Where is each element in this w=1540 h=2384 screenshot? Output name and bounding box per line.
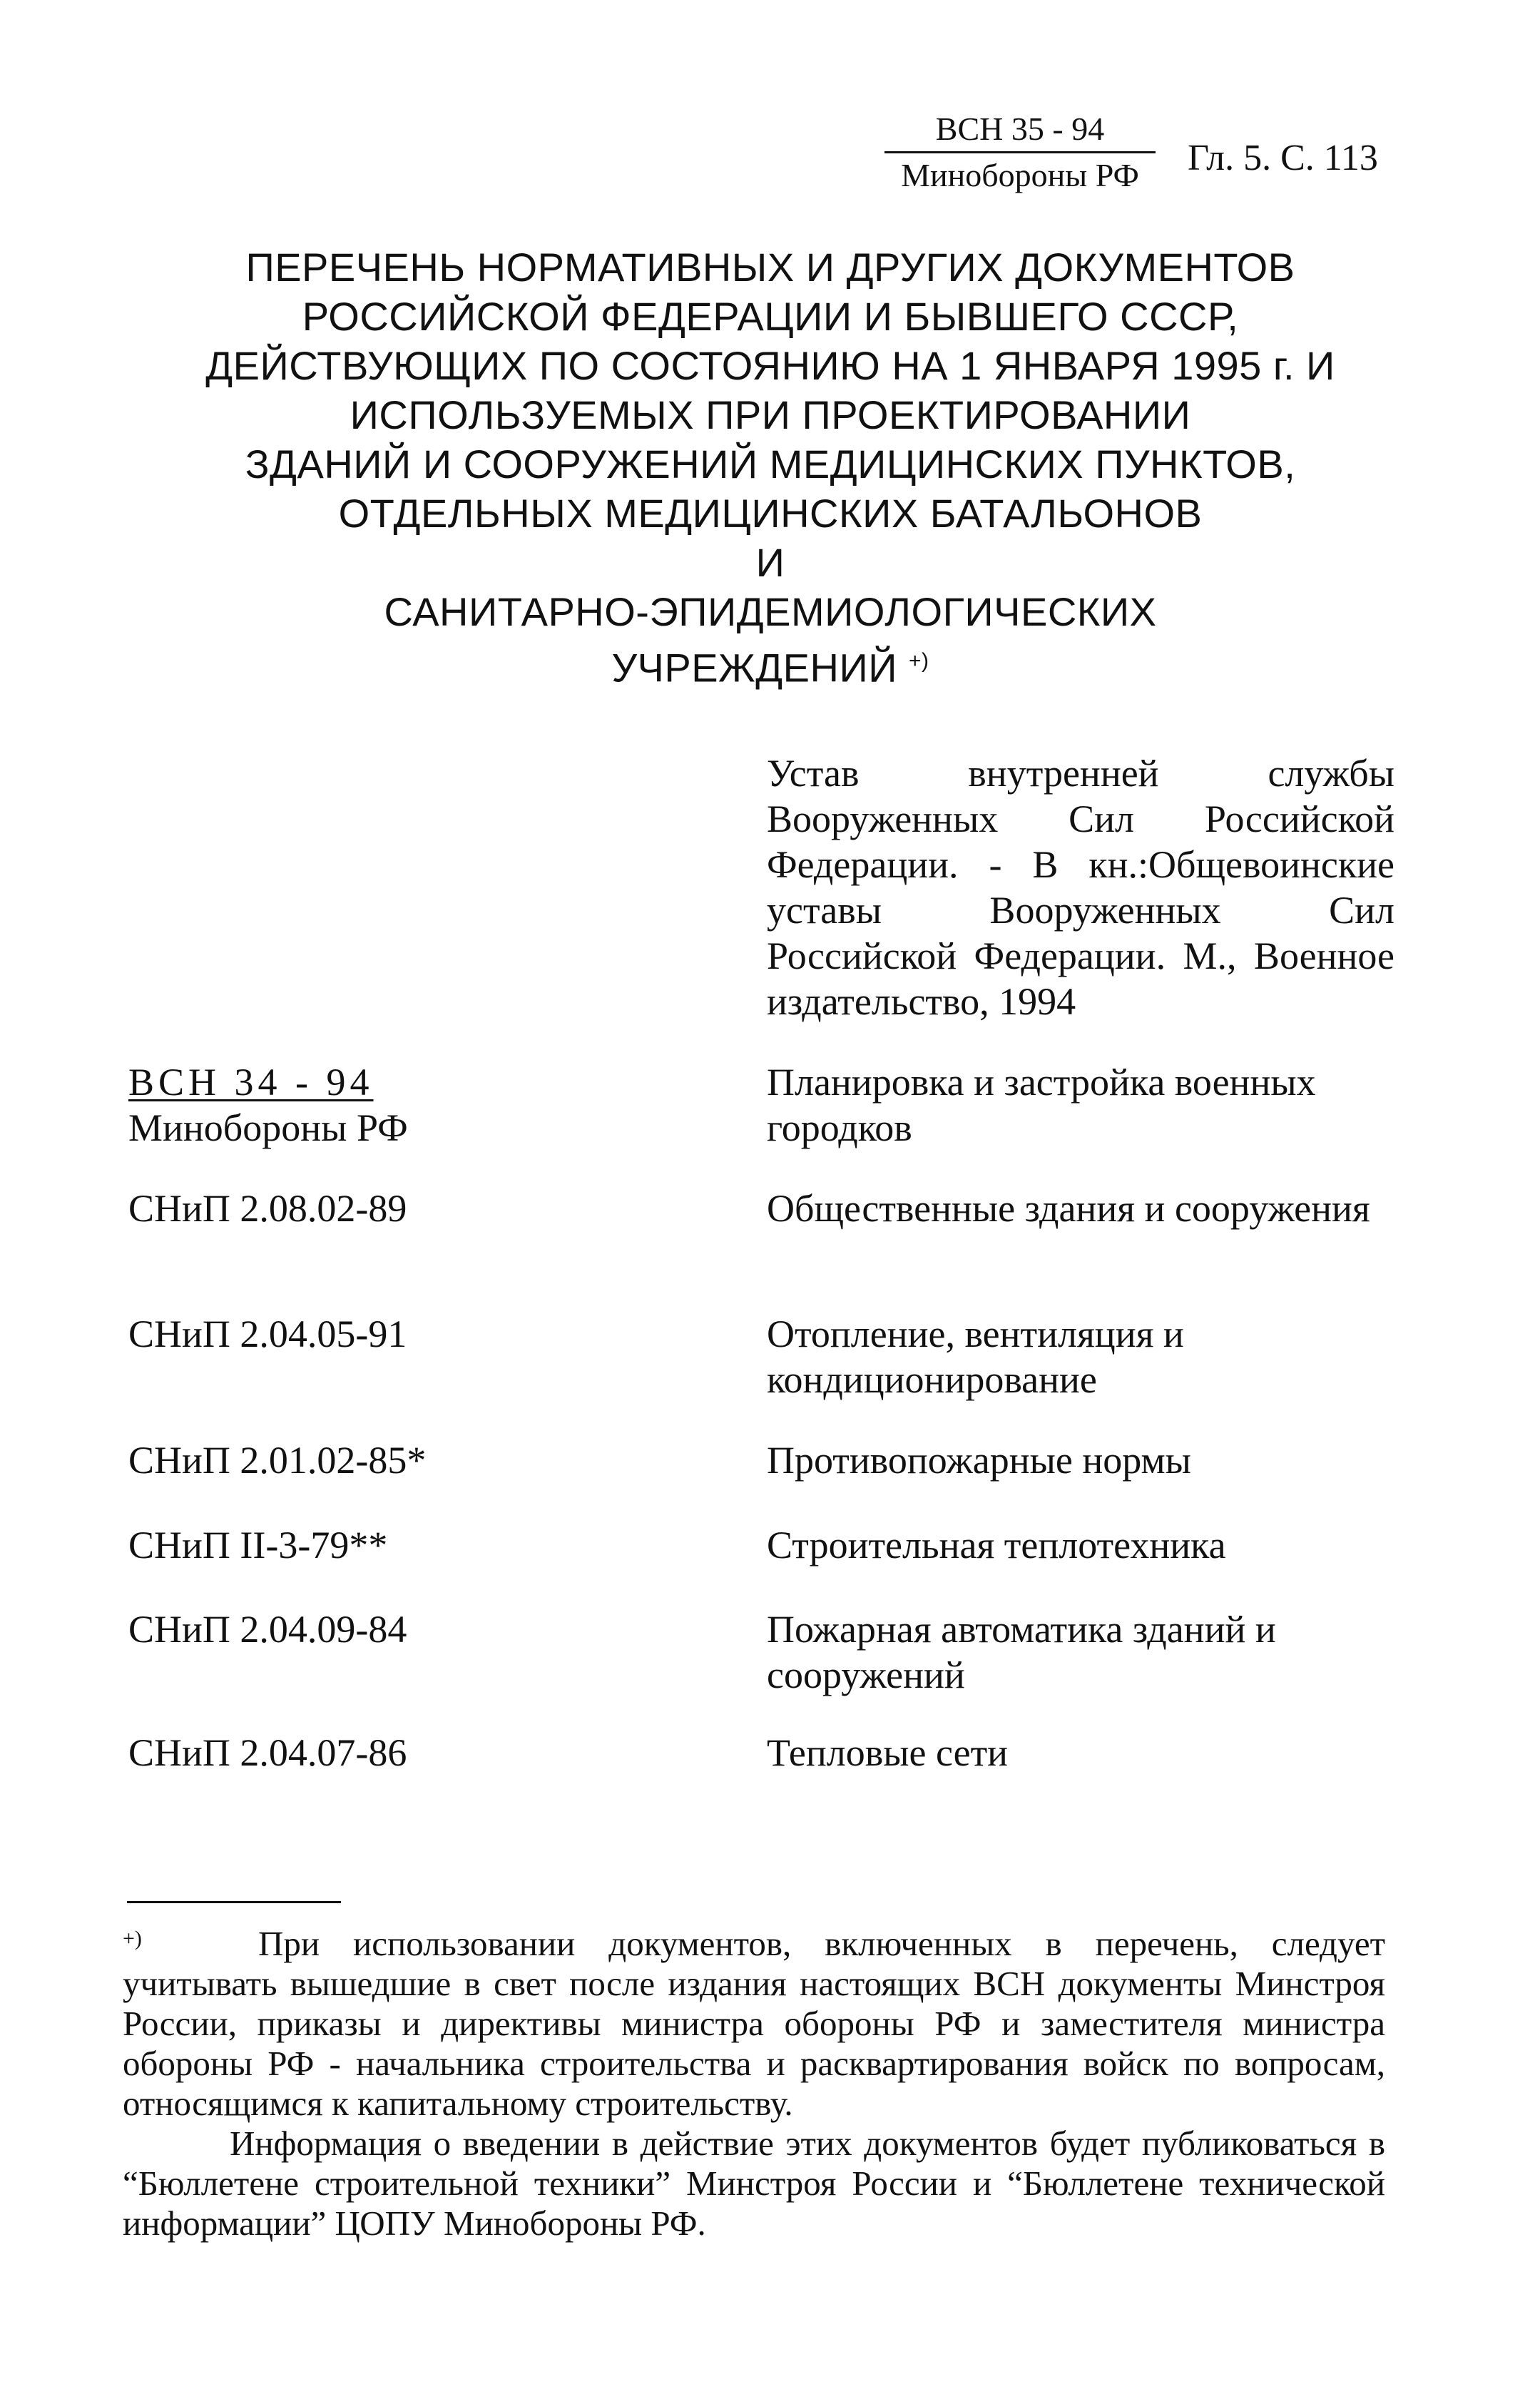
document-code: СНиП 2.04.05-91 xyxy=(128,1313,407,1355)
document-code-main: ВСН 34 - 94 xyxy=(128,1061,374,1104)
running-header xyxy=(884,113,1156,192)
document-code: СНиП 2.08.02-89 xyxy=(128,1187,407,1230)
document-code: СНиП 2.04.07-86 xyxy=(128,1731,407,1774)
footnote-paragraph xyxy=(123,1919,1385,2124)
page-title xyxy=(100,243,1441,693)
document-title: Строительная теплотехника xyxy=(767,1524,1226,1567)
header-org: Минобороны РФ xyxy=(901,157,1139,193)
header-doc-code: ВСН 35 - 94 xyxy=(884,113,1156,153)
title-line: ПЕРЕЧЕНЬ НОРМАТИВНЫХ И ДРУГИХ ДОКУМЕНТОВ xyxy=(245,245,1295,290)
document-title: Пожарная автоматика зданий и сооружений xyxy=(767,1608,1276,1696)
footnote-text-1: При использовании документов, включенных в перечень, следует учитывать вышедшие в свет после издания настоящих ВСН документы Минстроя России, приказы и директивы министра обороны РФ и заместителя министра обороны РФ - начальника строительства и расквартирования войск по вопросам, относящимся к капитальному строительству. xyxy=(123,1924,1385,2123)
title-line: ЗДАНИЙ И СООРУЖЕНИЙ МЕДИЦИНСКИХ ПУНКТОВ, xyxy=(245,442,1296,487)
document-title: Отопление, вентиляция и кондиционирование xyxy=(767,1313,1184,1401)
intro-entry: Устав внутренней службы Вооруженных Сил Российской Федерации. - В кн.:Общевоинские уставы Вооруженных Сил Российской Федерации. М., Военное издательство, 1994 xyxy=(767,752,1394,1023)
document-code: СНиП II-3-79** xyxy=(128,1524,388,1567)
title-line: РОССИЙСКОЙ ФЕДЕРАЦИИ И БЫВШЕГО СССР, xyxy=(302,294,1239,339)
header-page-ref: Гл. 5. С. 113 xyxy=(1188,138,1378,178)
title-line-last xyxy=(100,636,1441,693)
document-code xyxy=(128,1059,713,1151)
title-line: И xyxy=(755,540,785,585)
document-code: СНиП 2.01.02-85* xyxy=(128,1439,427,1482)
document-title: Тепловые сети xyxy=(767,1731,1009,1774)
document-title: Планировка и застройка военных городков xyxy=(767,1061,1316,1149)
footnote xyxy=(123,1919,1385,2243)
footnote-marker: +) xyxy=(123,1927,142,1950)
document-code-sub: Минобороны РФ xyxy=(128,1106,408,1149)
document-title: Противопожарные нормы xyxy=(767,1439,1191,1482)
title-line: УЧРЕЖДЕНИЙ xyxy=(611,645,897,691)
document-code: СНиП 2.04.09-84 xyxy=(128,1608,407,1651)
title-line: ДЕЙСТВУЮЩИХ ПО СОСТОЯНИЮ НА 1 ЯНВАРЯ 1995 г. И xyxy=(205,343,1335,388)
footnote-text-2: Информация о введении в действие этих документов будет публиковаться в “Бюллетене строительной техники” Минстроя России и “Бюллетене технической информации” ЦОПУ Минобороны РФ. xyxy=(123,2124,1385,2243)
title-line: ОТДЕЛЬНЫХ МЕДИЦИНСКИХ БАТАЛЬОНОВ xyxy=(338,491,1203,536)
footnote-divider xyxy=(127,1901,341,1903)
document-title: Общественные здания и сооружения xyxy=(767,1187,1370,1230)
title-line: ИСПОЛЬЗУЕМЫХ ПРИ ПРОЕКТИРОВАНИИ xyxy=(350,392,1191,437)
title-line: САНИТАРНО-ЭПИДЕМИОЛОГИЧЕСКИХ xyxy=(384,589,1157,634)
title-footnote-mark: +) xyxy=(909,649,929,673)
